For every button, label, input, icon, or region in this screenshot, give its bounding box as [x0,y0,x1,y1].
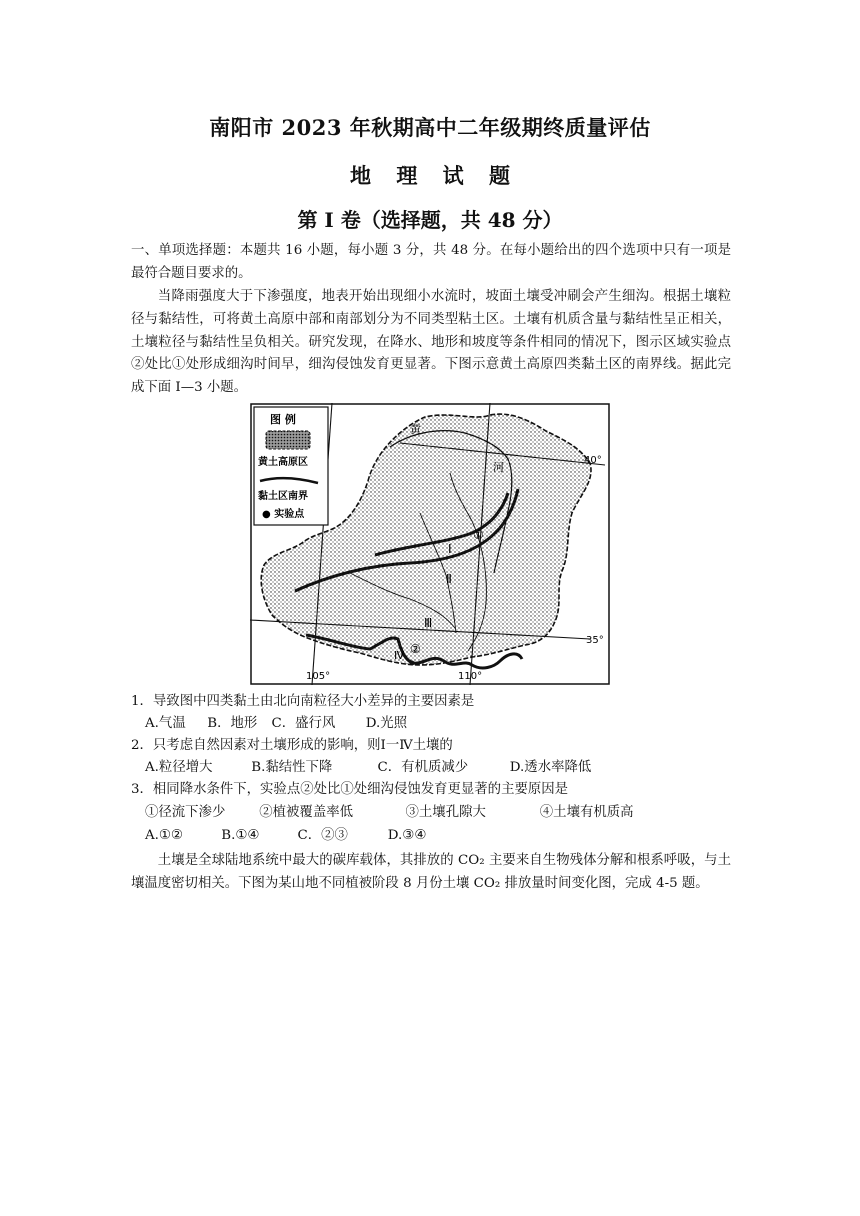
river-label-1: 黄 [410,423,421,436]
instructions: 一、单项选择题：本题共 16 小题，每小题 3 分，共 48 分。在每小题给出的四个选项中只有一项是最符合题目要求的。 [131,243,731,281]
legend-boundary-label: 黏土区南界 [258,491,308,502]
section-title: 第 I 卷（选择题，共 48 分） [297,208,563,232]
q3-item-2: ②植被覆盖率低 [259,805,353,820]
legend-point-label: ● 实验点 [262,509,305,520]
q1-option-a: A.气温 [145,716,186,731]
lat-35-label: 35° [586,635,604,646]
q2-option-a: A.粒径增大 [145,760,213,775]
q3-option-a: A.①② [145,828,183,843]
legend-title: 图 例 [270,413,296,426]
lat-40-label: 40° [584,455,602,466]
q1-option-b: B．地形 [207,716,258,731]
lon-110-label: 110° [458,671,483,682]
q3-option-d: D.③④ [387,828,427,843]
q2-option-d: D.透水率降低 [509,760,592,775]
passage-1: 当降雨强度大于下渗强度，地表开始出现细小水流时，坡面土壤受冲刷会产生细沟。根据土壤粒径与黏结性，可将黄土高原中部和南部划分为不同类型粘土区。土壤有机质含量与黏结性呈正相关，土壤粒径与黏结性呈负相关。研究发现，在降水、地形和坡度等条件相同的情况下，图示区域实验点②处比①处形成细沟时间早，细沟侵蚀发育更显著。下图示意黄土高原四类黏土区的南界线。据此完成下面 I—3 小题。 [131,289,731,396]
exam-title: 南阳市 2023 年秋期高中二年级期终质量评估 [209,115,651,140]
q3-option-c: C．②③ [297,828,348,843]
experiment-point-2 [410,661,415,666]
q3-item-4: ④土壤有机质高 [539,805,634,820]
question-1-options [145,714,407,734]
q3-item-1: ①径流下渗少 [145,805,226,820]
passage-2: 土壤是全球陆地系统中最大的碳库载体，其排放的 CO₂ 主要来自生物残体分解和根系呼吸，与土壤温度密切相关。下图为某山地不同植被阶段 8 月份土壤 CO₂ 排放量时间变化图，完成 4-5 题。 [131,853,731,891]
question-3-stem: 3．相同降水条件下，实验点②处比①处细沟侵蚀发育更显著的主要原因是 [131,782,569,797]
subject-title: 地 理 试 题 [350,163,510,188]
q2-option-b: B.黏结性下降 [251,760,333,775]
question-2-options [145,758,591,778]
question-1-stem: 1．导致图中四类黏土由北向南粒径大小差异的主要因素是 [131,694,475,709]
river-label-2: 河 [493,461,504,474]
q3-item-3: ③土壤孔隙大 [405,805,486,820]
zone-3-label: Ⅲ [424,616,433,630]
legend-plateau-label: 黄土高原区 [258,457,308,468]
lon-105-label: 105° [306,671,331,682]
map-legend [254,407,328,525]
legend-plateau-swatch [266,431,310,449]
question-2-stem: 2．只考虑自然因素对土壤形成的影响，则Ⅰ一Ⅳ土壤的 [131,738,453,753]
zone-2-label: Ⅱ [446,572,452,586]
q3-option-b: B.①④ [221,828,260,843]
zone-1-label: Ⅰ [448,542,452,556]
zone-4-label: Ⅳ [394,649,405,662]
q2-option-c: C．有机质减少 [377,760,469,775]
q1-option-d: D.光照 [365,716,408,731]
point-2-label: ② [410,642,421,656]
q1-option-c: C．盛行风 [271,716,336,731]
question-3-options [145,826,426,846]
question-3-items [145,803,634,823]
point-1-label: ① [473,528,484,542]
loess-plateau-map [250,403,610,685]
